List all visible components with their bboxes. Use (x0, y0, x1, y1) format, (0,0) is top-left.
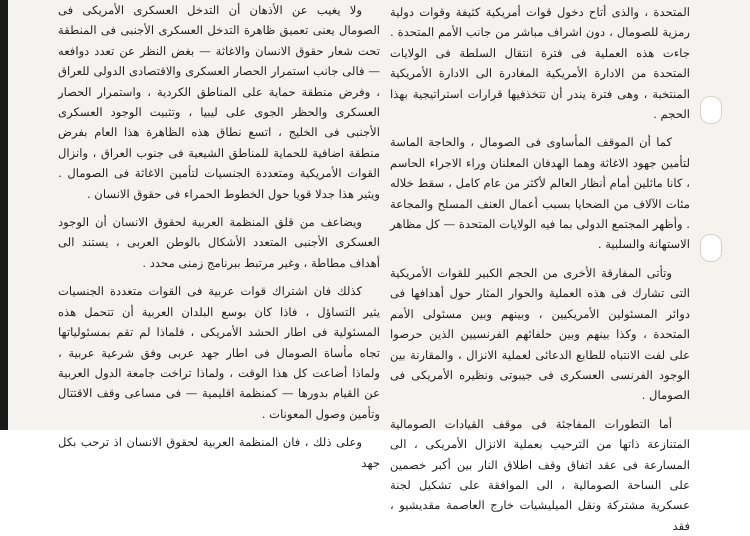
left-text-column (58, 0, 380, 470)
right-paragraph-4: أما التطورات المفاجئة فى موقف القيادات الصومالية المتنازعة ذاتها من الترحيب بعملية الانزال الأمريكى ، الى المسارعة فى عقد اتفاق وقف اطلاق النار بين أكبر خصمين على الساحة الصومالية ، الى الموافقة على تشكيل لجنة عسكرية مشتركة ونقل الميليشيات خارج العاصمة مقديشيو ، فقد (390, 416, 690, 533)
right-paragraph-1: المتحدة ، والذى أتاح دخول قوات أمريكية كثيفة وقوات دولية رمزية للصومال ، دون اشراف مباشر من جانب الأمم المتحدة . جاءت هذه العملية فى فترة انتقال السلطة فى الولايات المتحدة من الادارة الأمريكية المغادرة الى الادارة الأمريكية المنتخبة ، وهى فترة يندر أن تتخذفيها قرارات استراتيجية بهذا الحجم . (390, 5, 690, 122)
right-paragraph-2: كما أن الموقف المأساوى فى الصومال ، والحاجة الماسة لتأمين جهود الاغاثة وهما الهدفان المعلنان وراء الاجراء الحاسم ، كانا ماثلين أمام أنظار العالم لأكثر من عام كامل ، سقط خلاله مئات الآلاف من الضحايا بسبب أعمال العنف المسلح والمجاعة . وأظهر المجتمع الدولى بما فيه الولايات المتحدة — كل مظاهر الاستهانة والسلبية . (390, 135, 690, 252)
right-text-column (390, 0, 690, 533)
left-paragraph-1: ولا يغيب عن الأذهان أن التدخل العسكرى الأمريكى فى الصومال يعنى تعميق ظاهرة التدخل العسكرى الأجنبى فى المنطقة تحت شعار حقوق الانسان والاغاثة — بغض النظر عن تعدد دوافعه — فالى جانب استمرار الحصار العسكرى والاقتصادى الدولى للعراق ، وفرض منطقة حماية على المناطق الكردية ، واستمرار الحصار العسكرى والحظر الجوى على ليبيا ، وتثبيت الوجود العسكرى الأجنبى فى الخليج ، اتسع نطاق هذه الظاهرة هذا العام بفرض منطقة اضافية للحماية للمناطق الشيعية فى جنوب العراق ، وانزال القوات الأمريكية ومتعددة الجنسيات لتأمين الاغاثة فى الصومال . ويثير هذا جدلا قويا حول الخطوط الحمراء فى حقوق الانسان . (58, 3, 380, 201)
left-paragraph-4: وعلى ذلك ، فان المنظمة العربية لحقوق الانسان اذ ترحب بكل جهد (58, 435, 380, 470)
binder-punch-hole (700, 234, 722, 262)
binder-punch-hole (700, 96, 722, 124)
left-paragraph-2: ويضاعف من قلق المنظمة العربية لحقوق الانسان أن الوجود العسكرى الأجنبى المتعدد الأشكال بالوطن العربى ، يستند الى أهداف مطاطة ، وغير مرتبط ببرنامج زمنى محدد . (58, 215, 380, 270)
scan-edge-strip (0, 0, 8, 430)
left-paragraph-3: كذلك فان اشتراك قوات عربية فى القوات متعددة الجنسيات يثير التساؤل ، فاذا كان بوسع البلدان العربية أن تتحمل هذه المسئولية فى اطار الحشد الأمريكى ، فلماذا لم تقم بمسئولياتها تجاه مأساة الصومال فى اطار جهد عربى وفق شرعية عربية ، ولماذا أضاعت كل هذا الوقت ، ولماذا تراخت جامعة الدول العربية عن القيام بدورها — كمنظمة اقليمية — فى مساعى وقف الاقتتال وتأمين وصول المعونات . (58, 284, 380, 421)
right-paragraph-3: وتأتى المفارقة الأخرى من الحجم الكبير للقوات الأمريكية التى تشارك فى هذه العملية والحوار المثار حول أهدافها فى دوائر المسئولين الأمريكيين ، وبينهم وبين مسئولى الأمم المتحدة ، وكذا بينهم وبين حلفائهم الفرنسيين الذين حرصوا على لفت الانتباه للطابع الدعائى لعملية الانزال ، والمقارنة بين الوجود الفرنسى العسكرى فى جيبوتى ونظيره الأمريكى فى الصومال . (390, 265, 690, 403)
